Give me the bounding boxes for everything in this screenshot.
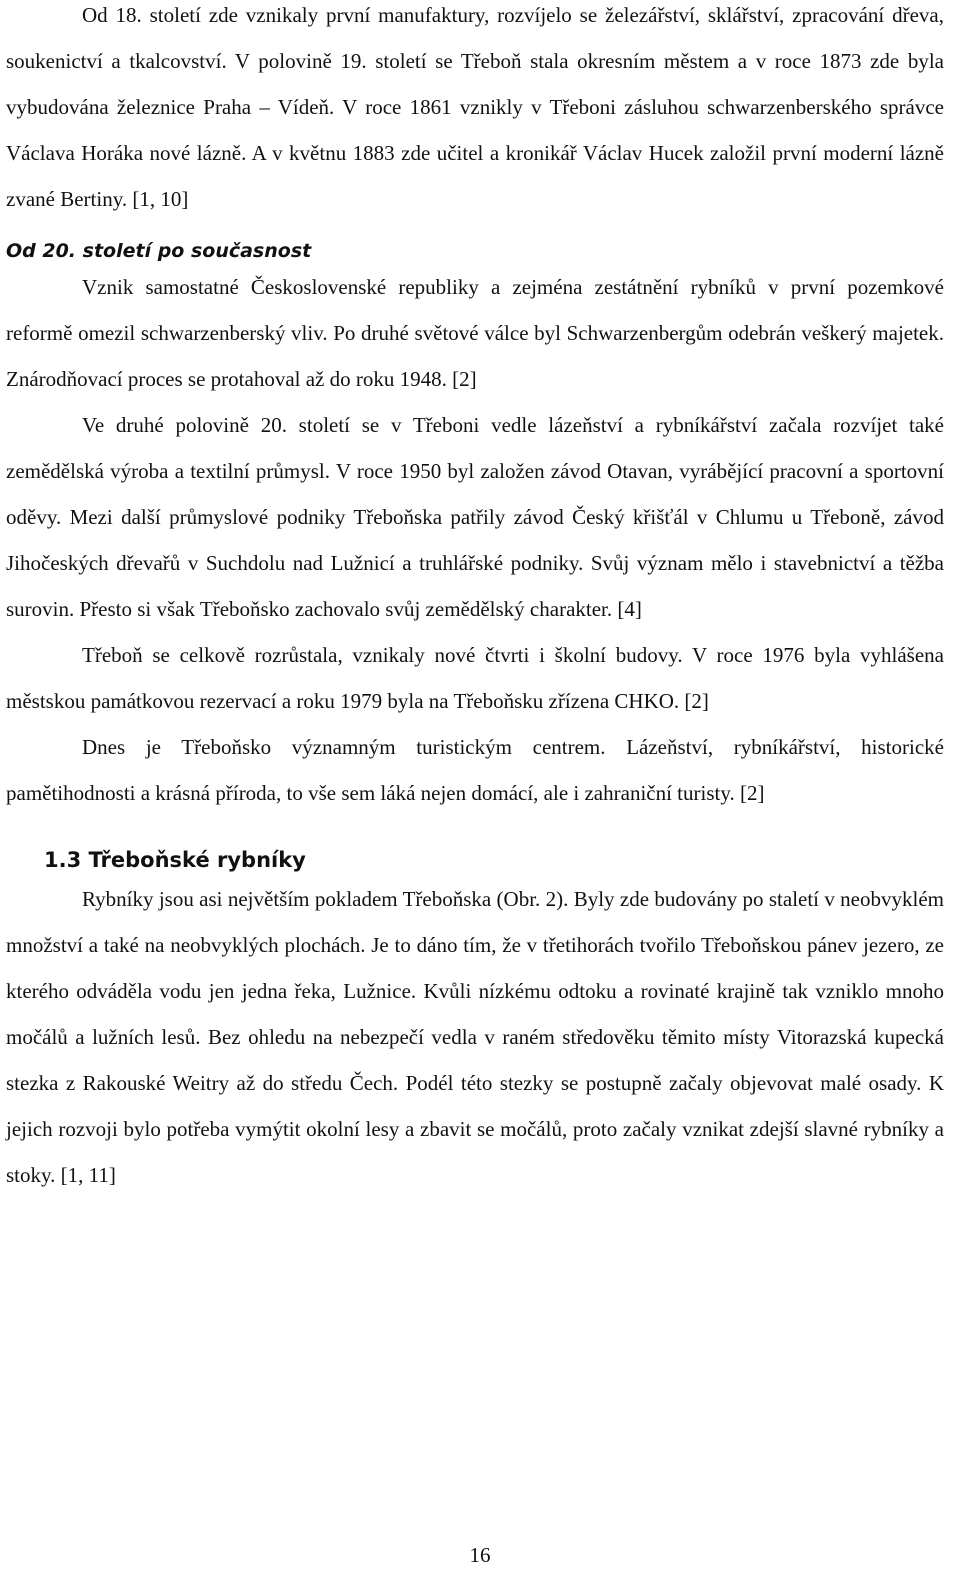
- paragraph-manufactures: Od 18. století zde vznikaly první manufaktury, rozvíjelo se železářství, sklářství, zpracování dřeva, soukenictví a tkalcovství. V polovině 19. století se Třeboň stala okresním městem a v roce 1873 zde byla vybudována železnice Praha – Vídeň. V roce 1861 vznikly v Třeboni zásluhou schwarzenberského správce Václava Horáka nové lázně. A v květnu 1883 zde učitel a kronikář Václav Hucek založil první moderní lázně zvané Bertiny. [1, 10]: [6, 3, 944, 211]
- paragraph-republic: Vznik samostatné Československé republiky a zejména zestátnění rybníků v první pozemkové reformě omezil schwarzenberský vliv. Po druhé světové válce byl Schwarzenbergům odebrán veškerý majetek. Znárodňovací proces se protahoval až do roku 1948. [2]: [6, 275, 944, 391]
- paragraph-second-half: Ve druhé polovině 20. století se v Třeboni vedle lázeňství a rybníkářství začala rozvíjet také zemědělská výroba a textilní průmysl. V roce 1950 byl založen závod Otavan, vyrábějící pracovní a sportovní oděvy. Mezi další průmyslové podniky Třeboňska patřily závod Český křišťál v Chlumu u Třeboně, závod Jihočeských dřevařů v Suchdolu nad Lužnicí a truhlářské podniky. Svůj význam mělo i stavebnictví a těžba surovin. Přesto si však Třeboňsko zachovalo svůj zemědělský charakter. [4]: [6, 413, 944, 621]
- section-heading: 1.3 Třeboňské rybníky: [44, 848, 306, 872]
- paragraph-tourism: Dnes je Třeboňsko významným turistickým centrem. Lázeňství, rybníkářství, historické pamětihodnosti a krásná příroda, to vše sem láká nejen domácí, ale i zahraniční turisty. [2]: [6, 735, 944, 805]
- paragraph-growth: Třeboň se celkově rozrůstala, vznikaly nové čtvrti i školní budovy. V roce 1976 byla vyhlášena městskou památkovou rezervací a roku 1979 byla na Třeboňsku zřízena CHKO. [2]: [6, 643, 944, 713]
- subsection-heading: Od 20. století po současnost: [6, 240, 312, 262]
- page-content: [6, 0, 944, 1198]
- page-number: 16: [469, 1543, 491, 1567]
- paragraph-ponds: Rybníky jsou asi největším pokladem Třeboňska (Obr. 2). Byly zde budovány po staletí v neobvyklém množství a také na neobvyklých plochách. Je to dáno tím, že v třetihorách tvořilo Třeboňskou pánev jezero, ze kterého odváděla vodu jen jedna řeka, Lužnice. Kvůli nízkému odtoku a rovinaté krajině tak vzniklo mnoho močálů a lužních lesů. Bez ohledu na nebezpečí vedla v raném středověku těmito místy Vitorazská kupecká stezka z Rakouské Weitry až do středu Čech. Podél této stezky se postupně začaly objevovat malé osady. K jejich rozvoji bylo potřeba vymýtit okolní lesy a zbavit se močálů, proto začaly vznikat zdejší slavné rybníky a stoky. [1, 11]: [6, 887, 944, 1187]
